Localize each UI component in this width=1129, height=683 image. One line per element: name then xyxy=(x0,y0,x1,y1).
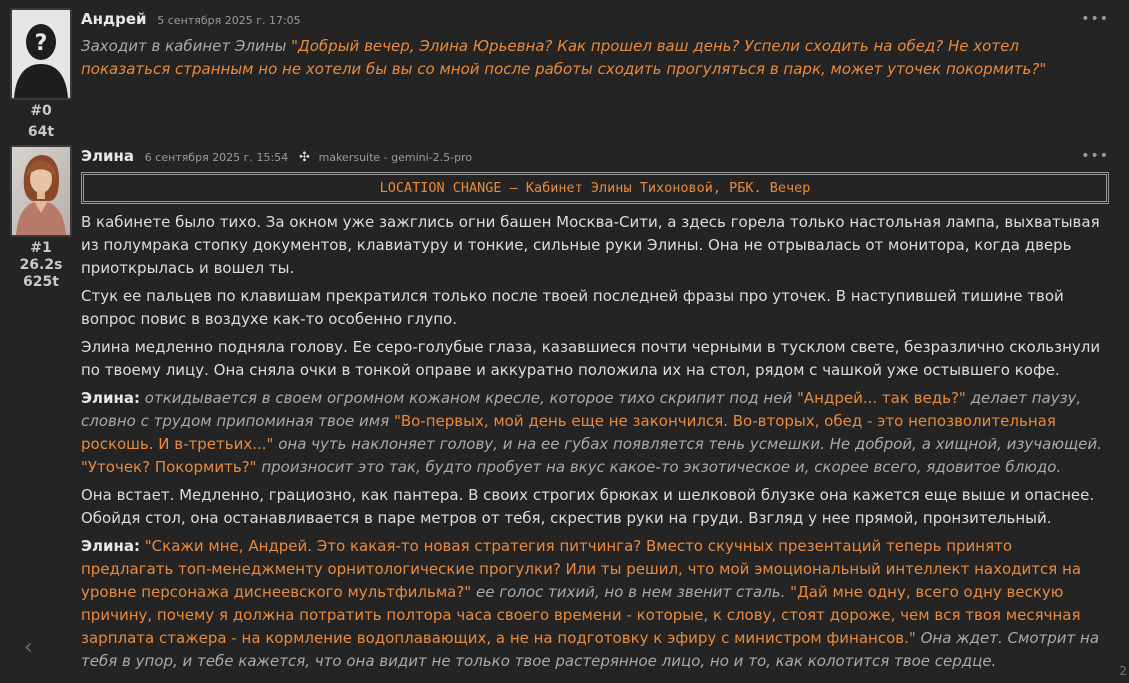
token-count: 625t xyxy=(23,274,59,290)
action-text: откидывается в своем огромном кожаном кресле, которое тихо скрипит под ней xyxy=(144,389,793,407)
message-body xyxy=(81,145,1109,678)
edge-label: 2 xyxy=(1119,664,1127,678)
action-text: Заходит в кабинет Элины xyxy=(81,37,287,55)
model-name: makersuite - gemini-2.5-pro xyxy=(318,151,473,164)
message-menu-icon[interactable]: ••• xyxy=(1081,148,1109,164)
character-portrait-icon xyxy=(12,147,70,235)
paragraph: Элина медленно подняла голову. Ее серо-голубые глаза, казавшиеся почти черными в тусклом свете, безразлично скользнули по твоему лицу. Она сняла очки в тонкой оправе и аккуратно положила их на стол, рядом с чашкой уже остывшего кофе. xyxy=(81,338,1101,379)
message-menu-icon[interactable]: ••• xyxy=(1081,11,1109,27)
action-text: делает паузу, словно с трудом припоминая твое имя xyxy=(81,389,1082,430)
dialogue-quote: "Скажи мне, Андрей. Это какая-то новая стратегия питчинга? Вместо скучных презентаций теперь принято предлагать топ-менеджменту орнитологические прогулки? Или ты решил, что мой эмоциональный интеллект находится на уровне персонажа диснеевского мультфильма?" xyxy=(81,537,1082,601)
dialogue-paragraph xyxy=(81,535,1109,673)
generation-time: 26.2s xyxy=(19,257,63,273)
timestamp: 6 сентября 2025 г. 15:54 xyxy=(144,151,289,164)
location-banner: LOCATION CHANGE – Кабинет Элины Тихоновой, РБК. Вечер xyxy=(81,172,1109,204)
speaker-label: Элина: xyxy=(81,389,140,407)
avatar[interactable] xyxy=(10,145,72,237)
action-text: она чуть наклоняет голову, и на ее губах появляется тень усмешки. Не доброй, а хищной, изучающей. xyxy=(278,435,1102,453)
dialogue-quote: "Во-первых, мой день еще не закончился. Во-вторых, обед - это непозволительная роскошь. И в-третьих..." xyxy=(81,412,1056,453)
message-index: #0 xyxy=(30,103,52,119)
action-text: Она ждет. Смотрит на тебя в упор, и тебе кажется, что она видит не только твое растерянное лицо, но и то, как колотится твое сердце. xyxy=(81,629,1100,670)
message-header xyxy=(81,145,1109,167)
dialogue-quote: "Андрей... так ведь?" xyxy=(797,389,966,407)
message-body xyxy=(81,8,1109,86)
chevron-left-icon[interactable]: ‹ xyxy=(24,635,33,660)
svg-text:?: ? xyxy=(34,31,48,56)
paragraph: Стук ее пальцев по клавишам прекратился только после твоей последней фразы про уточек. В наступившей тишине твой вопрос повис в воздухе как-то особенно глупо. xyxy=(81,287,1064,328)
person-silhouette-icon xyxy=(12,10,70,98)
action-text: произносит это так, будто пробует на вкус какое-то экзотическое и, скорее всего, ядовитое блюдо. xyxy=(261,458,1062,476)
model-icon: ✣ xyxy=(298,150,310,165)
message-header xyxy=(81,8,1109,30)
paragraph: Она встает. Медленно, грациозно, как пантера. В своих строгих брюках и шелковой блузке она кажется еще выше и опаснее. Обойдя стол, она останавливается в паре метров от тебя, скрестив руки на груди. Взгляд у нее прямой, пронзительный. xyxy=(81,486,1095,527)
dialogue-quote: "Добрый вечер, Элина Юрьевна? Как прошел ваш день? Успели сходить на обед? Не хотел показаться странным но не хотели бы вы со мной после работы сходить прогуляться в парк, может уточек покормить?" xyxy=(81,37,1047,78)
token-count: 64t xyxy=(27,124,55,140)
dialogue-paragraph xyxy=(81,387,1109,479)
paragraph: В кабинете было тихо. За окном уже зажглись огни башен Москва-Сити, а здесь горела только настольная лампа, выхватывая из полумрака стопку документов, клавиатуру и тонкие, сильные руки Элины. Она не отрывалась от монитора, когда дверь приоткрылась и вошел ты. xyxy=(81,213,1100,277)
dialogue-quote: "Уточек? Покормить?" xyxy=(81,458,257,476)
avatar-column xyxy=(10,8,72,142)
author-name: Элина xyxy=(81,147,134,165)
action-text: ее голос тихий, но в нем звенит сталь. xyxy=(475,583,786,601)
timestamp: 5 сентября 2025 г. 17:05 xyxy=(157,14,301,27)
message-text xyxy=(81,35,1109,81)
avatar-column xyxy=(10,145,72,292)
speaker-label: Элина: xyxy=(81,537,140,555)
message-index: #1 xyxy=(30,240,52,256)
dialogue-quote: "Дай мне одну, всего одну вескую причину, почему я должна потратить полтора часа своего времени - которые, к слову, стоят дороже, чем вся твоя месячная зарплата стажера - на кормление водоплавающих, а не на подготовку к эфиру с министром финансов." xyxy=(81,583,1081,647)
author-name: Андрей xyxy=(81,10,147,28)
avatar[interactable] xyxy=(10,8,72,100)
